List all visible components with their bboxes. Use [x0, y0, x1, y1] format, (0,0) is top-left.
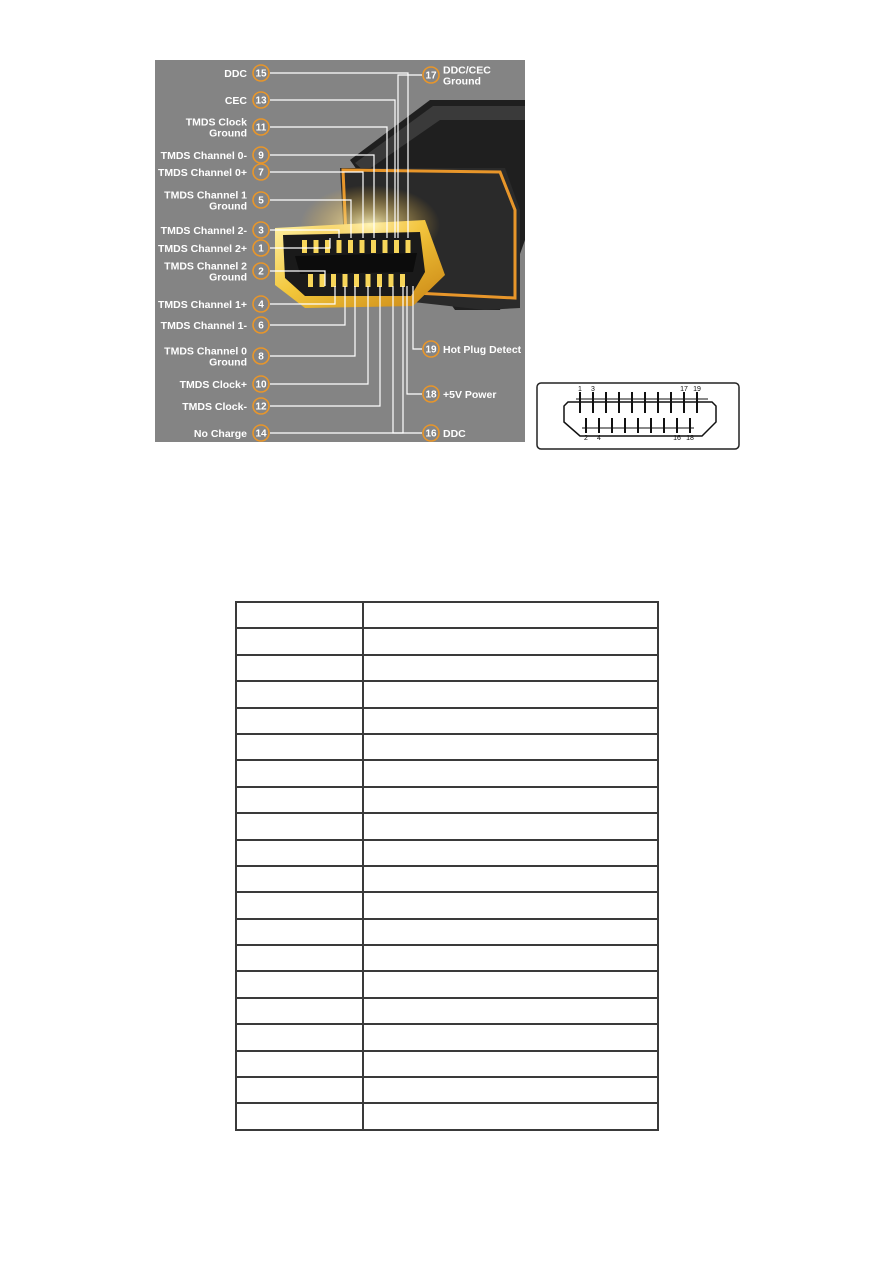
pin-number: 15 [255, 68, 267, 80]
pin-label: No Charge [193, 428, 247, 440]
contact-bottom [331, 274, 336, 287]
contact-top [406, 240, 411, 253]
pin-label: TMDS Clock+ [179, 379, 247, 391]
table-cell-pin [236, 655, 363, 681]
pin-label: TMDS Channel 0- [160, 150, 247, 162]
contact-top [325, 240, 330, 253]
table-row [236, 813, 658, 839]
table-row [236, 602, 658, 628]
table-cell-pin [236, 708, 363, 734]
pinout-label-top: 3 [591, 386, 595, 393]
pin-number: 8 [258, 351, 264, 363]
table-row [236, 998, 658, 1024]
contact-bottom [389, 274, 394, 287]
pinout-label-bottom: 16 [673, 435, 681, 442]
contact-bottom [308, 274, 313, 287]
table-row [236, 655, 658, 681]
contact-top [371, 240, 376, 253]
pin-label: TMDS Channel 2 [164, 260, 247, 273]
pin-number: 12 [255, 401, 267, 413]
pinout-label-top: 1 [578, 386, 582, 393]
table-cell-signal [363, 734, 658, 760]
pin-label: Ground [209, 356, 247, 369]
pin-label: Ground [443, 75, 481, 88]
table-cell-pin [236, 1051, 363, 1077]
contact-bottom [366, 274, 371, 287]
contact-top [314, 240, 319, 253]
contact-top [360, 240, 365, 253]
table-cell-pin [236, 866, 363, 892]
table-cell-pin [236, 1077, 363, 1103]
pin-label: Ground [209, 127, 247, 140]
table-cell-pin [236, 919, 363, 945]
pin-label: +5V Power [443, 389, 497, 401]
table-row [236, 1051, 658, 1077]
table-row [236, 971, 658, 997]
table-cell-signal [363, 892, 658, 918]
pin-number: 11 [255, 122, 267, 134]
pin-number: 1 [258, 243, 264, 255]
table-row [236, 628, 658, 654]
table-cell-signal [363, 866, 658, 892]
table-cell-pin [236, 971, 363, 997]
pin-number: 18 [425, 389, 437, 401]
table-cell-signal [363, 971, 658, 997]
table-cell-signal [363, 813, 658, 839]
table-cell-pin [236, 1024, 363, 1050]
pin-number: 16 [425, 428, 437, 440]
pin-label: TMDS Channel 1+ [158, 299, 247, 311]
hdmi-pinout-diagram [536, 382, 740, 450]
contact-top [302, 240, 307, 253]
contact-top [394, 240, 399, 253]
contact-bottom [400, 274, 405, 287]
table-cell-signal [363, 628, 658, 654]
table-row [236, 734, 658, 760]
table-cell-pin [236, 760, 363, 786]
pin-label: Ground [209, 271, 247, 284]
pinout-label-top: 19 [693, 386, 701, 393]
table-cell-pin [236, 840, 363, 866]
contact-bottom [343, 274, 348, 287]
pin-label: CEC [224, 95, 247, 107]
pin-label: DDC [224, 68, 247, 80]
contact-top [337, 240, 342, 253]
pin-label: Ground [209, 200, 247, 213]
table-cell-signal [363, 760, 658, 786]
table-cell-signal [363, 1024, 658, 1050]
table-cell-signal [363, 602, 658, 628]
pin-label: Hot Plug Detect [443, 344, 522, 356]
pin-label: DDC/CEC [443, 64, 491, 77]
table-cell-signal [363, 787, 658, 813]
table-cell-signal [363, 919, 658, 945]
table-cell-signal [363, 708, 658, 734]
pin-number: 17 [425, 70, 437, 82]
table-row [236, 1103, 658, 1129]
table-cell-pin [236, 945, 363, 971]
pin-number: 10 [255, 379, 267, 391]
hdmi-connector-illustration [155, 60, 525, 442]
table-row [236, 840, 658, 866]
contact-bottom [354, 274, 359, 287]
table-cell-pin [236, 681, 363, 707]
table-cell-signal [363, 1077, 658, 1103]
table-cell-signal [363, 840, 658, 866]
pin-number: 9 [258, 150, 264, 162]
pin-label: TMDS Channel 2- [160, 225, 247, 237]
pin-number: 4 [258, 299, 264, 311]
contact-top [348, 240, 353, 253]
pin-assignment-table [235, 601, 659, 1131]
table-cell-pin [236, 734, 363, 760]
pinout-label-top: 17 [680, 386, 688, 393]
table-cell-signal [363, 998, 658, 1024]
table-row [236, 760, 658, 786]
pinout-label-bottom: 18 [686, 435, 694, 442]
pinout-label-bottom: 2 [584, 435, 588, 442]
contact-top [383, 240, 388, 253]
pin-number: 3 [258, 225, 264, 237]
table-cell-signal [363, 1103, 658, 1129]
table-cell-pin [236, 813, 363, 839]
pin-label: TMDS Clock- [182, 401, 247, 413]
table-cell-pin [236, 628, 363, 654]
table-cell-pin [236, 787, 363, 813]
leader-line [270, 286, 403, 433]
table-row [236, 945, 658, 971]
contact-bottom [320, 274, 325, 287]
pin-number: 7 [258, 167, 264, 179]
pin-label: TMDS Channel 0+ [158, 167, 247, 179]
pin-label: TMDS Channel 1- [160, 320, 247, 332]
pin-label: TMDS Channel 0 [164, 345, 247, 358]
table-cell-signal [363, 655, 658, 681]
pin-number: 14 [255, 428, 267, 440]
table-row [236, 1077, 658, 1103]
pin-number: 6 [258, 320, 264, 332]
pin-number: 5 [258, 195, 264, 207]
table-row [236, 866, 658, 892]
table-row [236, 787, 658, 813]
table-cell-signal [363, 681, 658, 707]
contact-bottom [377, 274, 382, 287]
pinout-label-bottom: 4 [597, 435, 601, 442]
table-row [236, 708, 658, 734]
table-row [236, 681, 658, 707]
pin-number: 13 [255, 95, 267, 107]
pin-number: 2 [258, 266, 264, 278]
table-cell-pin [236, 1103, 363, 1129]
table-row [236, 892, 658, 918]
table-cell-pin [236, 602, 363, 628]
table-cell-signal [363, 945, 658, 971]
table-cell-signal [363, 1051, 658, 1077]
pin-label: TMDS Channel 2+ [158, 243, 247, 255]
hdmi-connector-figure [155, 60, 525, 442]
pin-label: TMDS Channel 1 [164, 189, 247, 202]
table-cell-pin [236, 892, 363, 918]
table-row [236, 1024, 658, 1050]
pin-label: TMDS Clock [185, 116, 247, 129]
table-row [236, 919, 658, 945]
table-cell-pin [236, 998, 363, 1024]
pin-number: 19 [425, 344, 437, 356]
pin-label: DDC [443, 428, 466, 440]
